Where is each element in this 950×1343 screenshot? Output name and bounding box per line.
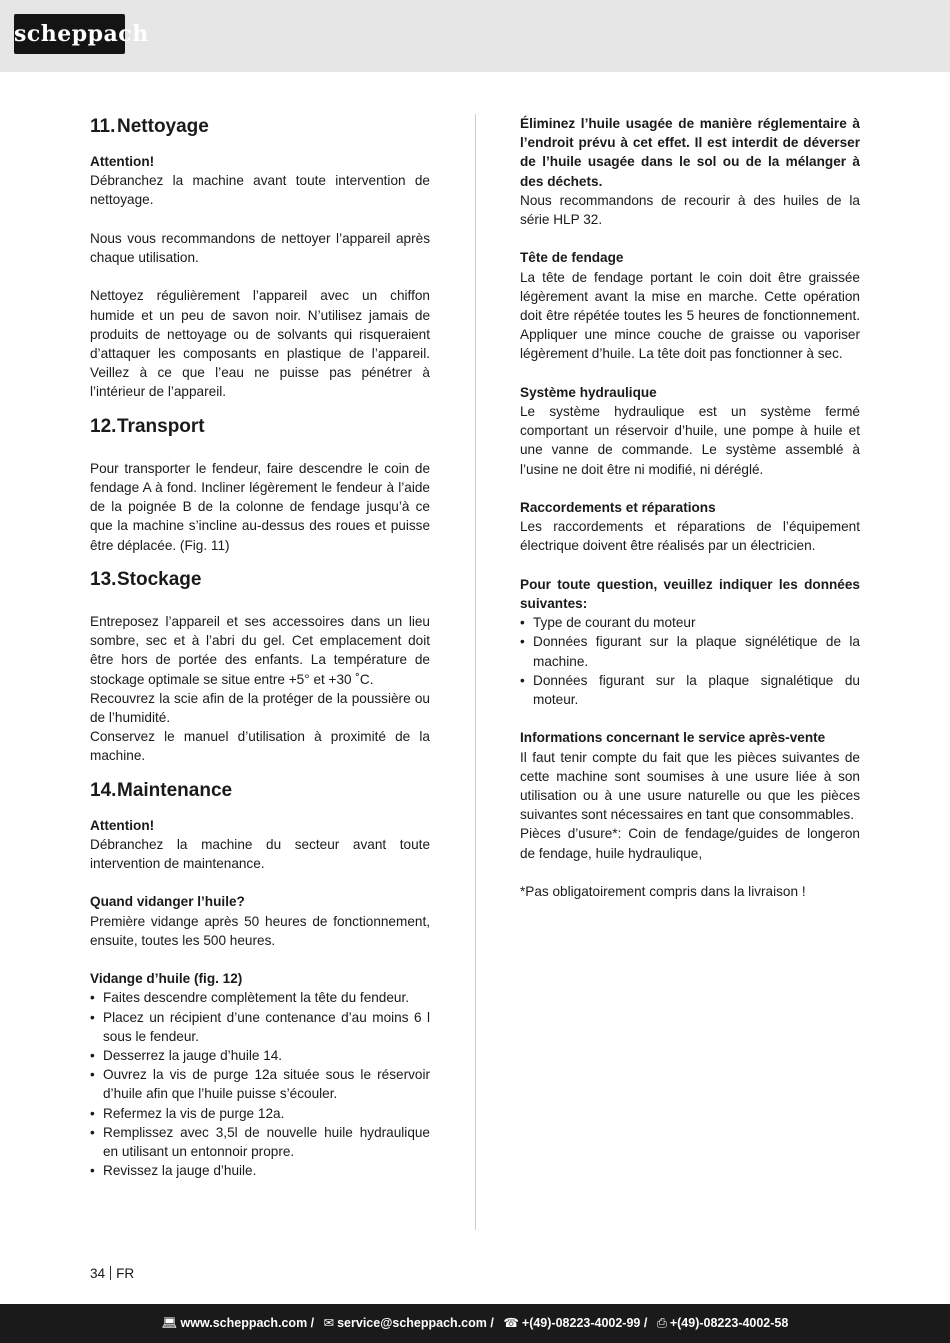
paragraph: Première vidange après 50 heures de fonctionnement, ensuite, toutes les 500 heures.	[90, 913, 430, 948]
brand-logo: scheppach	[14, 14, 125, 54]
section-number: 14.	[90, 779, 117, 801]
section-title: Nettoyage	[117, 116, 209, 137]
attention-label: Attention!	[90, 817, 155, 833]
page-number-value: 34	[90, 1266, 106, 1281]
list-item: • Remplissez avec 3,5l de nouvelle huile hydraulique en utilisant un entonnoir propre.	[90, 1123, 430, 1161]
subheading: Pour toute question, veuillez indiquer les données suivantes:	[520, 576, 860, 612]
footer-website[interactable]: www.scheppach.com /	[180, 1316, 315, 1330]
subheading: Vidange d’huile (fig. 12)	[90, 971, 243, 987]
footer-email[interactable]: service@scheppach.com /	[337, 1316, 494, 1330]
section-title: Stockage	[117, 568, 202, 590]
paragraph: Débranchez la machine du secteur avant toute intervention de maintenance.	[90, 836, 430, 872]
paragraph: La tête de fendage portant le coin doit être graissée légèrement avant la mise en marche. Cette opération doit être répétée toutes les 5 heures de fonctionnement. Appliquer une mince couche de graisse ou vaporiser légèrement d’huile. La tête doit pas fonctionner à sec.	[520, 269, 860, 362]
oil-change-list	[90, 988, 430, 1180]
mail-icon: ✉︎	[323, 1316, 335, 1330]
phone-icon: ☎︎	[503, 1316, 519, 1330]
list-item: • Placez un récipient d’une contenance d’au moins 6 l sous le fendeur.	[90, 1008, 430, 1046]
list-item: • Ouvrez la vis de purge 12a située sous le réservoir d’huile afin que l’huile puisse s’écouler.	[90, 1065, 430, 1103]
subheading: Système hydraulique	[520, 384, 657, 400]
subheading: Tête de fendage	[520, 250, 624, 266]
subheading: Raccordements et réparations	[520, 500, 716, 516]
list-item: • Données figurant sur la plaque signélétique de la machine.	[520, 632, 860, 670]
right-column	[520, 114, 860, 901]
section-number: 11.	[90, 116, 116, 137]
list-item: • Revissez la jauge d’huile.	[90, 1161, 430, 1180]
footer-bar	[0, 1304, 950, 1343]
subheading: Quand vidanger l’huile?	[90, 894, 245, 910]
page-number	[90, 1265, 134, 1283]
paragraph: Nous recommandons de recourir à des huiles de la série HLP 32.	[520, 192, 860, 228]
list-item: • Refermez la vis de purge 12a.	[90, 1104, 430, 1123]
section-title: Transport	[117, 415, 205, 437]
footnote: *Pas obligatoirement compris dans la livraison !	[520, 884, 806, 900]
paragraph: Le système hydraulique est un système fermé comportant un réservoir d’huile, une pompe à huile et une vanne de commande. Le système assemblé à l’usine ne doit être ni modifié, ni déréglé.	[520, 404, 860, 477]
section-number: 12.	[90, 415, 117, 437]
section-11-heading	[90, 114, 430, 140]
footer-fax: +(49)-08223-4002-58	[669, 1316, 789, 1330]
list-item: • Desserrez la jauge d’huile 14.	[90, 1046, 430, 1065]
section-12-heading	[90, 414, 430, 440]
paragraph: Entreposez l’appareil et ses accessoires dans un lieu sombre, sec et à l’abri du gel. Cet emplacement doit être hors de portée des enfants. La température de stockage optimale se situe entre +5° et +30 ˚C.	[90, 614, 430, 687]
paragraph: Il faut tenir compte du fait que les pièces suivantes de cette machine sont soumises à une usure liée à son utilisation ou à une usure naturelle ou que les pièces suivantes sont nécessaires en tant que consommables.	[520, 749, 860, 823]
paragraph: Débranchez la machine avant toute intervention de nettoyage.	[90, 173, 430, 208]
paragraph: Pour transporter le fendeur, faire descendre le coin de fendage A à fond. Incliner légèrement le fendeur à l’aide de la poignée B de la colonne de fendage jusqu’à ce que la machine s’incline au-dessus des roues et puisse être déplacée. (Fig. 11)	[90, 460, 430, 553]
question-list	[520, 613, 860, 709]
left-column	[90, 114, 430, 1180]
attention-label: Attention!	[90, 154, 155, 169]
oil-disposal-warning: Éliminez l’huile usagée de manière réglementaire à l’endroit prévu à cet effet. Il est interdit de déverser de l’huile usagée dans le sol ou de la mélanger à des déchets.	[520, 116, 860, 189]
column-divider	[475, 114, 476, 1230]
footer-phone: +(49)-08223-4002-99 /	[521, 1316, 648, 1330]
list-item: • Faites descendre complètement la tête du fendeur.	[90, 988, 430, 1007]
section-14-heading	[90, 778, 430, 804]
paragraph: Les raccordements et réparations de l’équipement électrique doivent être réalisés par un électricien.	[520, 519, 860, 554]
list-item: • Données figurant sur la plaque signalétique du moteur.	[520, 671, 860, 709]
paragraph: Nous vous recommandons de nettoyer l’appareil après chaque utilisation.	[90, 230, 430, 265]
paragraph: Recouvrez la scie afin de la protéger de la poussière ou de l’humidité.	[90, 690, 430, 726]
section-13-heading	[90, 567, 430, 593]
section-number: 13.	[90, 568, 117, 590]
section-title: Maintenance	[117, 779, 233, 801]
subheading: Informations concernant le service après-vente	[520, 730, 826, 746]
computer-icon: 💻︎	[161, 1316, 178, 1330]
fax-icon: ⎙	[656, 1316, 667, 1330]
list-item: • Type de courant du moteur	[520, 613, 860, 632]
paragraph: Nettoyez régulièrement l’appareil avec un chiffon humide et un peu de savon noir. N’utilisez jamais de produits de nettoyage ou de solvants qui risqueraient d’attaquer les composants en plastique de l’appareil. Veillez à ce que l’eau ne puisse pas pénétrer à l’intérieur de l’appareil.	[90, 288, 430, 400]
paragraph: Conservez le manuel d’utilisation à proximité de la machine.	[90, 729, 430, 764]
page-separator	[110, 1266, 111, 1280]
page-language: FR	[116, 1266, 135, 1281]
paragraph: Pièces d’usure*: Coin de fendage/guides de longeron de fendage, huile hydraulique,	[520, 826, 860, 861]
